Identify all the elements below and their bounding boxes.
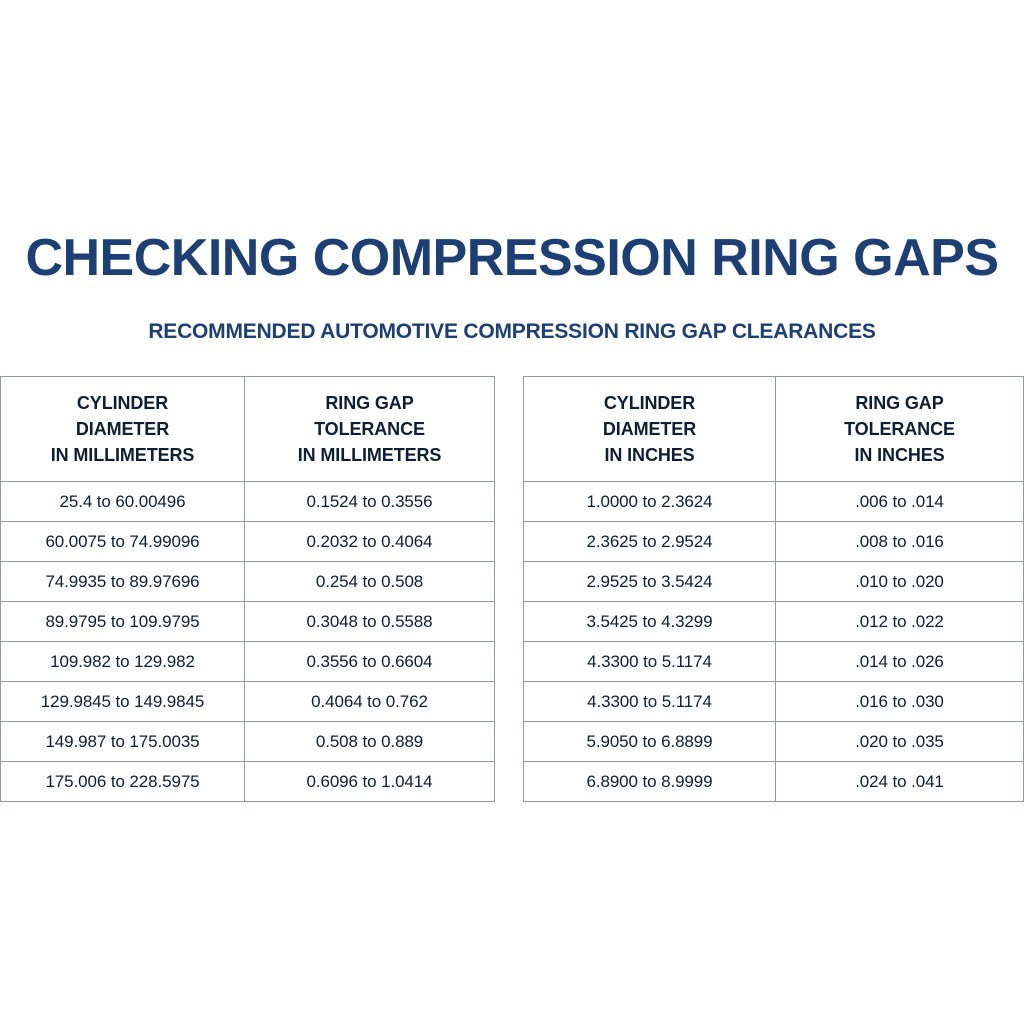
millimeters-table bbox=[0, 376, 495, 802]
cell-diameter: 1.0000 to 2.3624 bbox=[524, 482, 776, 522]
cell-tolerance: 0.3048 to 0.5588 bbox=[245, 602, 495, 642]
column-header-ring-gap-tolerance-mm bbox=[245, 377, 495, 482]
cell-tolerance: 0.4064 to 0.762 bbox=[245, 682, 495, 722]
table-row bbox=[1, 522, 495, 562]
cell-tolerance: .012 to .022 bbox=[776, 602, 1024, 642]
table-row bbox=[524, 522, 1024, 562]
cell-tolerance: .024 to .041 bbox=[776, 762, 1024, 802]
header-line-1: CYLINDER bbox=[603, 392, 696, 413]
cell-tolerance: 0.6096 to 1.0414 bbox=[245, 762, 495, 802]
table-row bbox=[1, 482, 495, 522]
cell-diameter: 89.9795 to 109.9795 bbox=[1, 602, 245, 642]
table-row bbox=[1, 602, 495, 642]
cell-tolerance: .010 to .020 bbox=[776, 562, 1024, 602]
table-row bbox=[524, 682, 1024, 722]
cell-diameter: 175.006 to 228.5975 bbox=[1, 762, 245, 802]
cell-tolerance: .006 to .014 bbox=[776, 482, 1024, 522]
table-header-row bbox=[1, 377, 495, 482]
header-line-1: RING GAP bbox=[855, 392, 944, 413]
cell-tolerance: .016 to .030 bbox=[776, 682, 1024, 722]
table-row bbox=[1, 562, 495, 602]
cell-diameter: 2.3625 to 2.9524 bbox=[524, 522, 776, 562]
cell-diameter: 4.3300 to 5.1174 bbox=[524, 682, 776, 722]
column-header-ring-gap-tolerance-in bbox=[776, 377, 1024, 482]
cell-diameter: 109.982 to 129.982 bbox=[1, 642, 245, 682]
page-title: CHECKING COMPRESSION RING GAPS bbox=[25, 228, 999, 287]
cell-diameter: 3.5425 to 4.3299 bbox=[524, 602, 776, 642]
cell-tolerance: 0.2032 to 0.4064 bbox=[245, 522, 495, 562]
table-row bbox=[524, 602, 1024, 642]
header-line-3: IN MILLIMETERS bbox=[50, 445, 195, 466]
cell-tolerance: .020 to .035 bbox=[776, 722, 1024, 762]
cell-diameter: 5.9050 to 6.8899 bbox=[524, 722, 776, 762]
header-line-1: RING GAP bbox=[325, 392, 414, 413]
header-line-3: IN MILLIMETERS bbox=[297, 445, 442, 466]
column-header-cylinder-diameter-mm bbox=[1, 377, 245, 482]
table-row bbox=[1, 762, 495, 802]
cell-tolerance: .008 to .016 bbox=[776, 522, 1024, 562]
cell-tolerance: 0.508 to 0.889 bbox=[245, 722, 495, 762]
table-row bbox=[1, 642, 495, 682]
cell-tolerance: .014 to .026 bbox=[776, 642, 1024, 682]
table-row bbox=[524, 722, 1024, 762]
tables-container bbox=[0, 376, 1024, 802]
table-header-row bbox=[524, 377, 1024, 482]
header-line-1: CYLINDER bbox=[76, 392, 169, 413]
header-line-2: DIAMETER bbox=[602, 418, 697, 439]
table-row bbox=[1, 722, 495, 762]
cell-diameter: 6.8900 to 8.9999 bbox=[524, 762, 776, 802]
header-line-2: TOLERANCE bbox=[844, 418, 955, 439]
cell-diameter: 129.9845 to 149.9845 bbox=[1, 682, 245, 722]
column-header-cylinder-diameter-in bbox=[524, 377, 776, 482]
header-line-3: IN INCHES bbox=[604, 445, 695, 466]
cell-tolerance: 0.254 to 0.508 bbox=[245, 562, 495, 602]
table-row bbox=[524, 482, 1024, 522]
cell-tolerance: 0.1524 to 0.3556 bbox=[245, 482, 495, 522]
header-line-2: DIAMETER bbox=[75, 418, 170, 439]
cell-diameter: 60.0075 to 74.99096 bbox=[1, 522, 245, 562]
table-row bbox=[524, 562, 1024, 602]
table-row bbox=[1, 682, 495, 722]
inches-table bbox=[523, 376, 1024, 802]
cell-tolerance: 0.3556 to 0.6604 bbox=[245, 642, 495, 682]
cell-diameter: 2.9525 to 3.5424 bbox=[524, 562, 776, 602]
cell-diameter: 4.3300 to 5.1174 bbox=[524, 642, 776, 682]
header-line-3: IN INCHES bbox=[854, 445, 945, 466]
cell-diameter: 25.4 to 60.00496 bbox=[1, 482, 245, 522]
page-subtitle: RECOMMENDED AUTOMOTIVE COMPRESSION RING GAP CLEARANCES bbox=[148, 320, 876, 344]
cell-diameter: 149.987 to 175.0035 bbox=[1, 722, 245, 762]
table-row bbox=[524, 762, 1024, 802]
header-line-2: TOLERANCE bbox=[314, 418, 425, 439]
table-row bbox=[524, 642, 1024, 682]
cell-diameter: 74.9935 to 89.97696 bbox=[1, 562, 245, 602]
